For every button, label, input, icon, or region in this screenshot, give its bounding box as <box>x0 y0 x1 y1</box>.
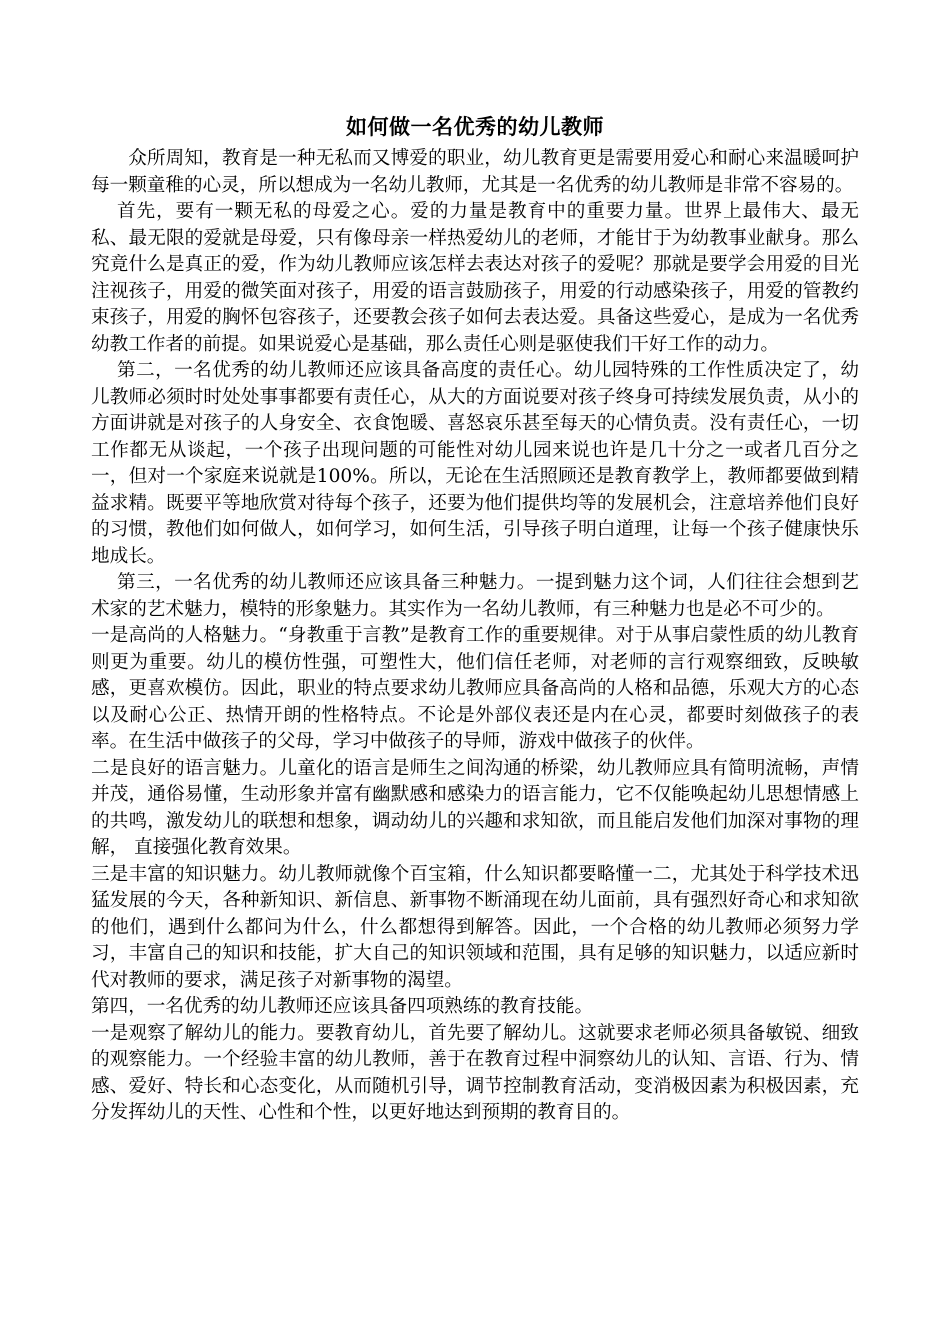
paragraph-fourth: 第四，一名优秀的幼儿教师还应该具备四项熟练的教育技能。 <box>91 996 594 1017</box>
paragraph-first: 首先，要有一颗无私的母爱之心。爱的力量是教育中的重要力量。世界上最伟大、最无私、最无限的爱就是母爱，只有像母亲一样热爱幼儿的老师，才能甘于为幼教事业献身。那么究竟什么是真正的爱，作为幼儿教师应该怎样去表达对孩子的爱呢？那就是要学会用爱的目光注视孩子，用爱的微笑面对孩子，用爱的语言鼓励孩子，用爱的行动感染孩子，用爱的管教约束孩子，用爱的胸怀包容孩子，还要教会孩子如何去表达爱。具备这些爱心，是成为一名优秀幼教工作者的前提。如果说爱心是基础，那么责任心则是驱使我们干好工作的动力。 <box>91 201 859 355</box>
paragraph-third: 第三，一名优秀的幼儿教师还应该具备三种魅力。一提到魅力这个词，人们往往会想到艺术家的艺术魅力，模特的形象魅力。其实作为一名幼儿教师，有三种魅力也是必不可少的。 <box>91 572 859 620</box>
paragraph-observation-skill: 一是观察了解幼儿的能力。要教育幼儿，首先要了解幼儿。这就要求老师必须具备敏锐、细致的观察能力。一个经验丰富的幼儿教师，善于在教育过程中洞察幼儿的认知、言语、行为、情感、爱好、特长和心态变化，从而随机引导，调节控制教育活动，变消极因素为积极因素，充分发挥幼儿的天性、心性和个性，以更好地达到预期的教育目的。 <box>91 1022 859 1123</box>
document-title: 如何做一名优秀的幼儿教师 <box>346 115 604 139</box>
paragraph-knowledge-charm: 三是丰富的知识魅力。幼儿教师就像个百宝箱，什么知识都要略懂一二，尤其处于科学技术迅猛发展的今天，各种新知识、新信息、新事物不断涌现在幼儿面前，具有强烈好奇心和求知欲的他们，遇到什么都问为什么，什么都想得到解答。因此，一个合格的幼儿教师必须努力学习，丰富自己的知识和技能，扩大自己的知识领域和范围，具有足够的知识魅力，以适应新时代对教师的要求，满足孩子对新事物的渴望。 <box>91 863 859 991</box>
paragraph-intro: 众所周知，教育是一种无私而又博爱的职业，幼儿教育更是需要用爱心和耐心来温暖呵护每一颗童稚的心灵，所以想成为一名幼儿教师，尤其是一名优秀的幼儿教师是非常不容易的。 <box>91 148 859 196</box>
paragraph-second: 第二，一名优秀的幼儿教师还应该具备高度的责任心。幼儿园特殊的工作性质决定了，幼儿教师必须时时处处事事都要有责任心，从大的方面说要对孩子终身可持续发展负责，从小的方面讲就是对孩子的人身安全、衣食饱暖、喜怒哀乐甚至每天的心情负责。没有责任心，一切工作都无从谈起，一个孩子出现问题的可能性对幼儿园来说也许是几十分之一或者几百分之一，但对一个家庭来说就是100%。所以，无论在生活照顾还是教育教学上，教师都要做到精益求精。既要平等地欣赏对待每个孩子，还要为他们提供均等的发展机会，注意培养他们良好的习惯，教他们如何做人，如何学习，如何生活，引导孩子明白道理，让每一个孩子健康快乐地成长。 <box>91 360 859 567</box>
paragraph-language-charm: 二是良好的语言魅力。儿童化的语言是师生之间沟通的桥梁，幼儿教师应具有简明流畅，声情并茂，通俗易懂，生动形象并富有幽默感和感染力的语言能力，它不仅能唤起幼儿思想情感上的共鸣，激发幼儿的联想和想象，调动幼儿的兴趣和求知欲，而且能启发他们加深对事物的理解， 直接强化教育效果。 <box>91 757 859 858</box>
paragraph-personality-charm: 一是高尚的人格魅力。“身教重于言教”是教育工作的重要规律。对于从事启蒙性质的幼儿教育则更为重要。幼儿的模仿性强，可塑性大，他们信任老师，对老师的言行观察细致，反映敏感，更喜欢模仿。因此，职业的特点要求幼儿教师应具备高尚的人格和品德，乐观大方的心态以及耐心公正、热情开朗的性格特点。不论是外部仪表还是内在心灵，都要时刻做孩子的表率。在生活中做孩子的父母，学习中做孩子的导师，游戏中做孩子的伙伴。 <box>91 625 859 752</box>
document-page <box>91 110 859 1127</box>
